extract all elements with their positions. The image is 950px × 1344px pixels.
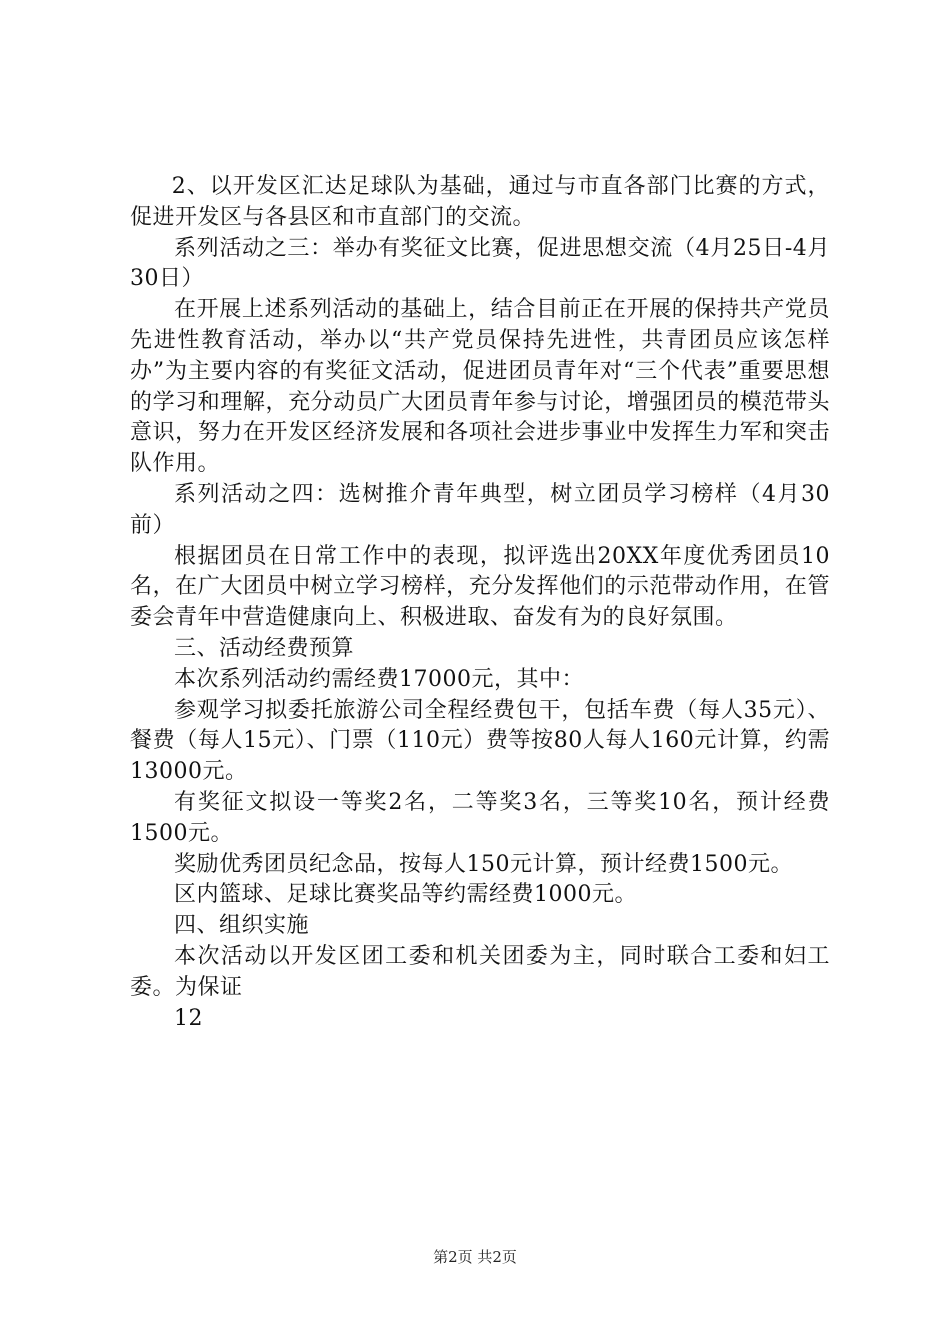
- heading-series-activity-four: 系列活动之四：选树推介青年典型，树立团员学习榜样（4月30前）: [130, 481, 830, 538]
- heading-series-activity-three: 系列活动之三：举办有奖征文比赛，促进思想交流（4月25日-4月30日）: [130, 235, 830, 292]
- paragraph-outstanding-members: 根据团员在日常工作中的表现，拟评选出20XX年度优秀团员10名，在广大团员中树立学习榜样，充分发挥他们的示范带动作用，在管委会青年中营造健康向上、积极进取、奋发有为的良好氛围。: [130, 543, 830, 631]
- paragraph-budget-awards: 奖励优秀团员纪念品，按每人150元计算，预计经费1500元。: [174, 851, 793, 877]
- paragraph-budget-total: 本次系列活动约需经费17000元，其中：: [174, 666, 584, 692]
- heading-budget: 三、活动经费预算: [174, 635, 355, 661]
- paragraph-budget-sports: 区内篮球、足球比赛奖品等约需经费1000元。: [174, 882, 637, 908]
- paragraph-football-exchange: 2、以开发区汇达足球队为基础，通过与市直各部门比赛的方式，促进开发区与各县区和市直部门的交流。: [130, 174, 830, 230]
- paragraph-budget-tour: 参观学习拟委托旅游公司全程经费包干，包括车费（每人35元）、餐费（每人15元）、门票（110元）费等按80人每人160元计算，约需13000元。: [130, 697, 830, 785]
- paragraph-implementation: 本次活动以开发区团工委和机关团委为主，同时联合工委和妇工委。为保证: [130, 943, 830, 1000]
- paragraph-essay-contest: 在开展上述系列活动的基础上，结合目前正在开展的保持共产党员先进性教育活动，举办以“共产党员保持先进性，共青团员应该怎样办”为主要内容的有奖征文活动，促进团员青年对“三个代表”重要思想的学习和理解，充分动员广大团员青年参与讨论，增强团员的模范带头意识，努力在开发区经济发展和各项社会进步事业中发挥生力军和突击队作用。: [130, 297, 830, 477]
- paragraph-number: 12: [174, 1005, 203, 1031]
- heading-implementation: 四、组织实施: [174, 913, 310, 939]
- paragraph-budget-essay: 有奖征文拟设一等奖2名，二等奖3名，三等奖10名，预计经费1500元。: [130, 789, 830, 846]
- page-footer: 第2页 共2页: [433, 1248, 517, 1266]
- document-body: [130, 172, 830, 1034]
